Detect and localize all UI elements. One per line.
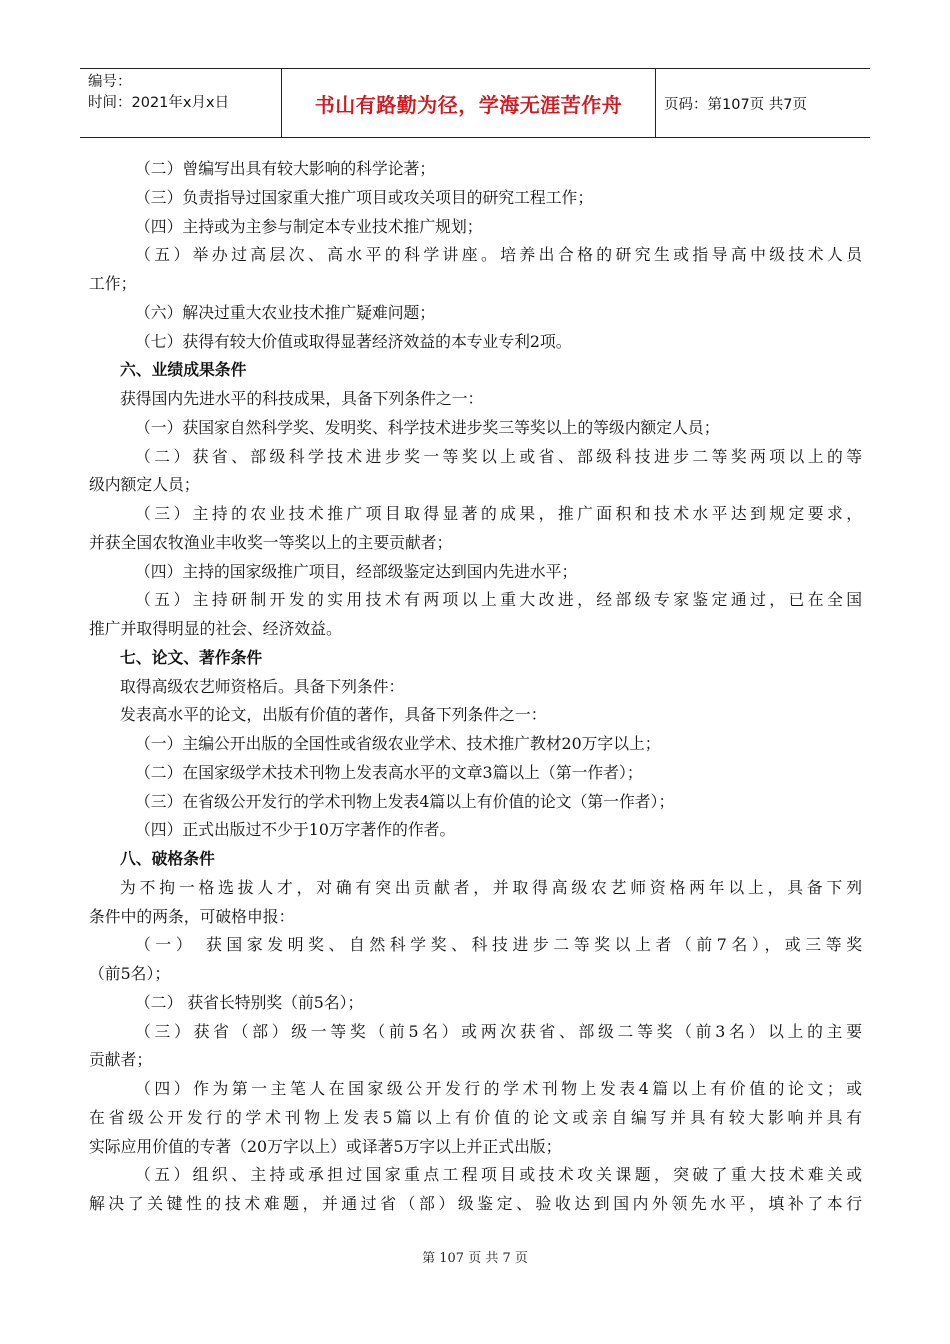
header-page-label: 页码：第107页 共7页 [664,96,808,113]
text-line: （四）正式出版过不少于10万字著作的作者。 [135,820,456,840]
text-line: 发表高水平的论文，出版有价值的著作，具备下列条件之一： [120,705,547,725]
text-line: （四）作为第一主笔人在国家级公开发行的学术刊物上发表4篇以上有价值的论文；或 [135,1079,862,1098]
text-line: （一）主编公开出版的全国性或省级农业学术、技术推广教材20万字以上； [135,734,661,753]
text-line: 条件中的两条，可破格申报： [89,906,295,926]
page-footer: 第 107 页 共 7 页 [422,1251,528,1266]
text-line: （五）组织、主持或承担过国家重点工程项目或技术攻关课题，突破了重大技术难关或 [135,1165,862,1185]
header-meta [80,69,282,137]
text-line: （三）在省级公开发行的学术刊物上发表4篇以上有价值的论文（第一作者）； [135,791,675,811]
document-number-label: 编号： [88,74,132,90]
text-line: 并获全国农牧渔业丰收奖一等奖以上的主要贡献者； [89,532,453,552]
text-line: （七）获得有较大价值或取得显著经济效益的本专业专利2项。 [135,331,572,351]
text-line: 贡献者； [89,1050,153,1070]
text-line: （二）曾编写出具有较大影响的科学论著； [135,159,436,178]
text-line: 推广并取得明显的社会、经济效益。 [89,619,342,638]
text-line: （一）获国家自然科学奖、发明奖、科学技术进步奖三等奖以上的等级内额定人员； [135,417,720,437]
text-line: 获得国内先进水平的科技成果，具备下列条件之一： [120,389,484,408]
text-line: （三）主持的农业技术推广项目取得显著的成果，推广面积和技术水平达到规定要求， [135,504,862,523]
section-heading: 六、业绩成果条件 [120,360,247,380]
text-line: 在省级公开发行的学术刊物上发表5篇以上有价值的论文或亲自编写并具有较大影响并具有 [89,1107,862,1127]
text-line: 实际应用价值的专著（20万字以上）或译著5万字以上并正式出版； [89,1136,562,1156]
text-line: （六）解决过重大农业技术推广疑难问题； [135,302,436,322]
section-heading: 八、破格条件 [120,849,215,868]
text-line: （三）获省（部）级一等奖（前5名）或两次获省、部级二等奖（前3名）以上的主要 [135,1021,862,1041]
text-line: 取得高级农艺师资格后。具备下列条件： [120,676,405,696]
header-motto: 书山有路勤为径，学海无涯苦作舟 [282,69,656,137]
text-line: （二）在国家级学术技术刊物上发表高水平的文章3篇以上（第一作者）； [135,762,643,782]
text-line: （前5名）； [89,964,171,983]
section-heading: 七、论文、著作条件 [120,647,263,667]
text-line: （二） 获省长特别奖（前5名）； [135,992,364,1012]
text-line: 级内额定人员； [89,475,200,495]
document-body [89,155,862,1219]
text-line: （三）负责指导过国家重大推广项目或攻关项目的研究工程工作； [135,187,594,207]
text-line: （五）主持研制开发的实用技术有两项以上重大改进，经部级专家鉴定通过，已在全国 [135,590,862,610]
document-time-label: 时间：2021年x月x日 [88,95,230,111]
text-line: 为不拘一格选拔人才，对确有突出贡献者，并取得高级农艺师资格两年以上，具备下列 [120,877,862,897]
text-line: 工作； [89,274,137,293]
text-line: （五）举办过高层次、高水平的科学讲座。培养出合格的研究生或指导高中级技术人员 [135,245,862,265]
text-line: 解决了关键性的技术难题，并通过省（部）级鉴定、验收达到国内外领先水平，填补了本行 [89,1194,862,1213]
text-line: （四）主持的国家级推广项目，经部级鉴定达到国内先进水平； [135,561,578,581]
text-line: （二）获省、部级科学技术进步奖一等奖以上或省、部级科技进步二等奖两项以上的等 [135,446,862,466]
text-line: （四）主持或为主参与制定本专业技术推广规划； [135,216,483,236]
text-line: （一） 获国家发明奖、自然科学奖、科技进步二等奖以上者（前7名），或三等奖 [135,935,862,955]
page-header [80,68,870,138]
